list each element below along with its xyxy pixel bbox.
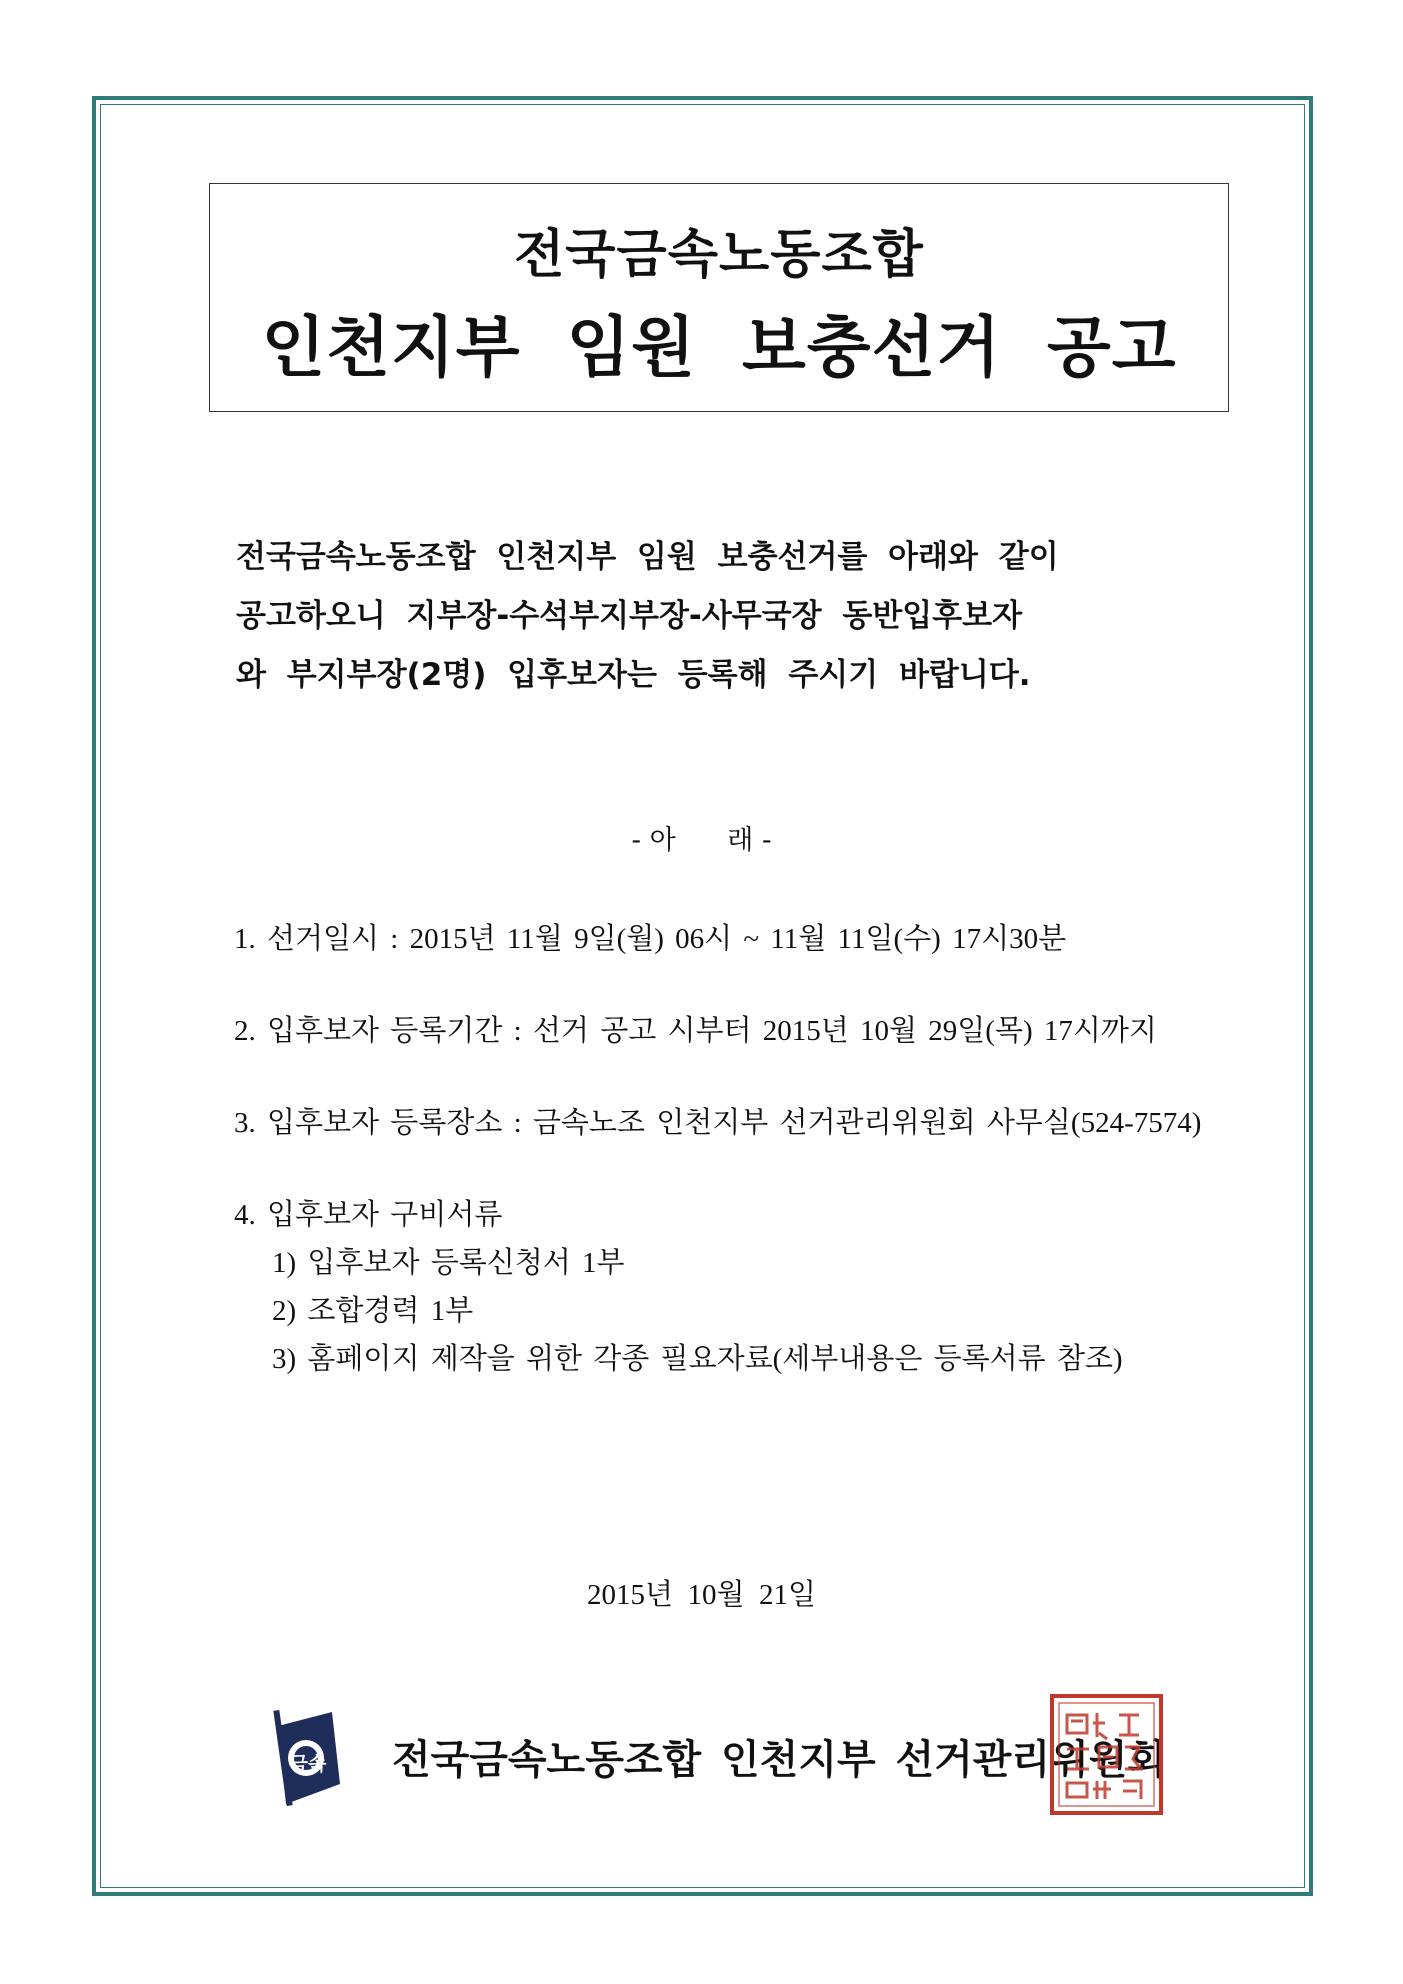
sub-list-item: 2) 조합경력 1부 [272, 1295, 474, 1327]
title-box [209, 183, 1229, 412]
union-logo-icon [272, 1706, 342, 1810]
section-heading: - 아 래 - [631, 825, 772, 856]
list-item: 2. 입후보자 등록기간 : 선거 공고 시부터 2015년 10월 29일(목) 17시까지 [234, 1015, 1157, 1047]
page-title: 인천지부 임원 보충선거 공고 [261, 309, 1177, 386]
intro-paragraph [236, 528, 1196, 705]
list-item: 1. 선거일시 : 2015년 11월 9일(월) 06시 ~ 11월 11일(수) 17시30분 [234, 923, 1067, 955]
announcement-date: 2015년 10월 21일 [586, 1579, 817, 1611]
intro-line: 와 부지부장(2명) 입후보자는 등록해 주시기 바랍니다. [236, 657, 1031, 693]
sub-list-item: 3) 홈페이지 제작을 위한 각종 필요자료(세부내용은 등록서류 참조) [272, 1343, 1123, 1375]
intro-line: 전국금속노동조합 인천지부 임원 보충선거를 아래와 같이 [236, 539, 1059, 575]
sub-list-item: 1) 입후보자 등록신청서 1부 [272, 1247, 625, 1279]
logo-text: 금속 [289, 1753, 327, 1775]
list-item: 3. 입후보자 등록장소 : 금속노조 인천지부 선거관리위원회 사무실(524-7574) [234, 1107, 1202, 1139]
intro-line: 공고하오니 지부장-수석부지부장-사무국장 동반입후보자 [236, 598, 1023, 634]
signature: 전국금속노동조합 인천지부 선거관리위원회 [392, 1737, 1167, 1783]
list-item: 4. 입후보자 구비서류 [234, 1199, 503, 1231]
title-organization: 전국금속노동조합 [514, 225, 924, 285]
seal-icon [1049, 1693, 1164, 1816]
